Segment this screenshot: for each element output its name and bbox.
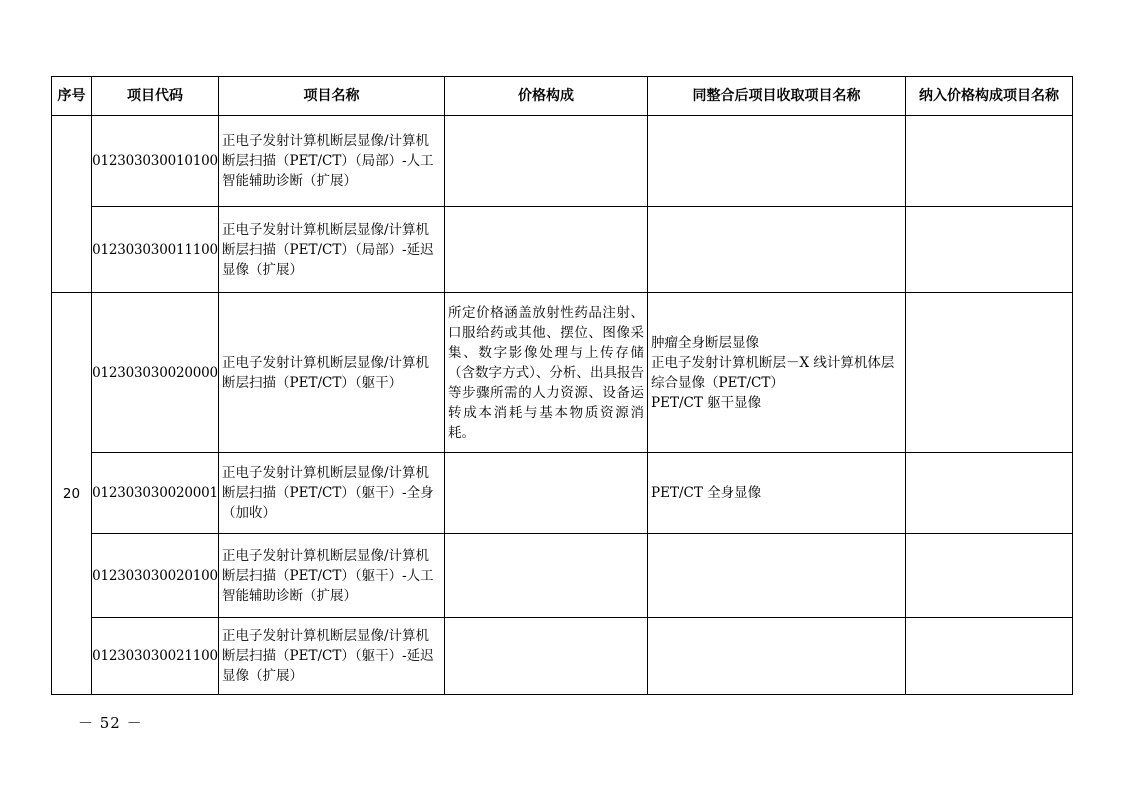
included-items [906, 116, 1073, 207]
price-item-table [51, 76, 1073, 695]
merged-items [648, 293, 906, 453]
item-code: 012303030010100 [92, 116, 219, 207]
table-row [52, 293, 1073, 453]
table-row [52, 116, 1073, 207]
header-seq: 序号 [52, 77, 92, 116]
merged-items [648, 453, 906, 534]
included-items [906, 293, 1073, 453]
seq-cell-continued [52, 116, 92, 293]
merged-item: 正电子发射计算机断层－X 线计算机体层综合显像（PET/CT） [651, 354, 895, 391]
merged-items [648, 618, 906, 695]
item-code: 012303030011100 [92, 207, 219, 293]
price-composition [445, 618, 648, 695]
merged-items [648, 207, 906, 293]
included-items [906, 618, 1073, 695]
item-name: 正电子发射计算机断层显像/计算机断层扫描（PET/CT）（躯干）-人工智能辅助诊断（扩展） [219, 534, 445, 618]
included-items [906, 453, 1073, 534]
item-name: 正电子发射计算机断层显像/计算机断层扫描（PET/CT）（局部）-延迟显像（扩展） [219, 207, 445, 293]
group-number: 20 [52, 293, 92, 695]
item-code: 012303030020000 [92, 293, 219, 453]
item-name: 正电子发射计算机断层显像/计算机断层扫描（PET/CT）（躯干） [219, 293, 445, 453]
included-items [906, 207, 1073, 293]
item-name: 正电子发射计算机断层显像/计算机断层扫描（PET/CT）（躯干）-延迟显像（扩展） [219, 618, 445, 695]
merged-item: PET/CT 躯干显像 [651, 394, 762, 411]
item-name: 正电子发射计算机断层显像/计算机断层扫描（PET/CT）（躯干）-全身（加收） [219, 453, 445, 534]
merged-item: PET/CT 全身显像 [651, 485, 762, 501]
price-composition: 所定价格涵盖放射性药品注射、口服给药或其他、摆位、图像采集、数字影像处理与上传存储（含数字方式）、分析、出具报告等步骤所需的人力资源、设备运转成本消耗与基本物质资源消耗。 [445, 293, 648, 453]
included-items [906, 534, 1073, 618]
merged-item: 肿瘤全身断层显像 [651, 334, 759, 351]
item-code: 012303030020100 [92, 534, 219, 618]
price-composition [445, 453, 648, 534]
page-number: － 52 － [78, 714, 143, 732]
header-name: 项目名称 [219, 77, 445, 116]
table-row [52, 618, 1073, 695]
header-included-items: 纳入价格构成项目名称 [906, 77, 1073, 116]
merged-items [648, 534, 906, 618]
item-name: 正电子发射计算机断层显像/计算机断层扫描（PET/CT）（局部）-人工智能辅助诊断（扩展） [219, 116, 445, 207]
table-row [52, 534, 1073, 618]
item-code: 012303030021100 [92, 618, 219, 695]
table-header-row [52, 77, 1073, 116]
item-code: 012303030020001 [92, 453, 219, 534]
merged-items [648, 116, 906, 207]
table-row [52, 453, 1073, 534]
header-merged-items: 同整合后项目收取项目名称 [648, 77, 906, 116]
header-code: 项目代码 [92, 77, 219, 116]
table-row [52, 207, 1073, 293]
price-composition [445, 116, 648, 207]
price-composition [445, 534, 648, 618]
price-composition [445, 207, 648, 293]
header-composition: 价格构成 [445, 77, 648, 116]
